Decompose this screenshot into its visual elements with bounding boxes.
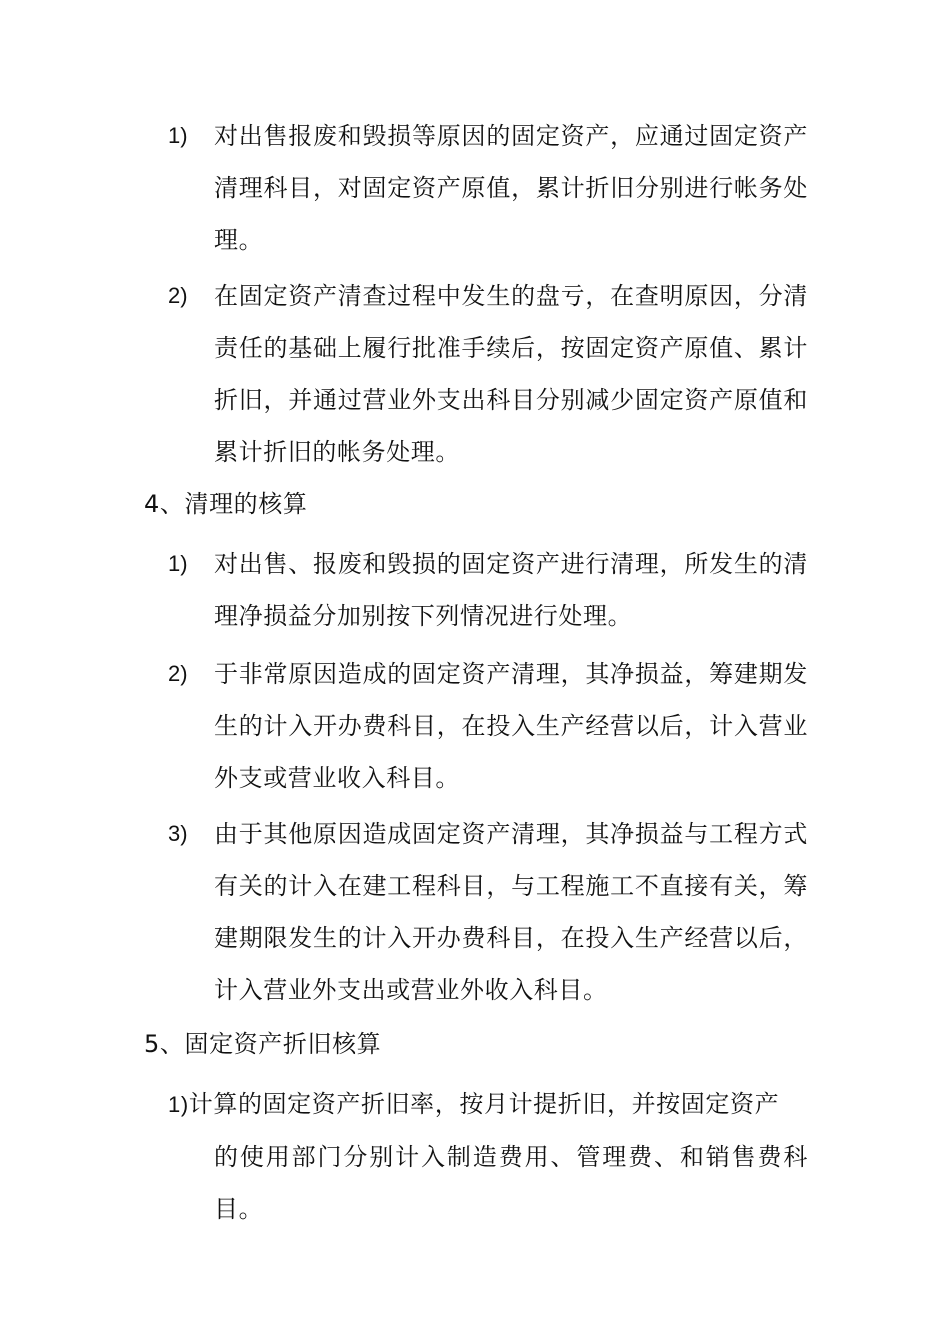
list-item	[168, 648, 808, 804]
list-item	[168, 270, 808, 478]
list-item	[168, 1078, 808, 1235]
list-text-first-line: 计算的固定资产折旧率，按月计提折旧，并按固定资产	[188, 1090, 780, 1118]
list-number: 2)	[168, 283, 188, 308]
list-item	[168, 110, 808, 266]
list-number: 2)	[168, 661, 188, 686]
list-text: 在固定资产清查过程中发生的盘亏，在查明原因，分清责任的基础上履行批准手续后，按固定资产原值、累计折旧，并通过营业外支出科目分别减少固定资产原值和累计折旧的帐务处理。	[214, 282, 808, 466]
section-heading: 5、固定资产折旧核算	[144, 1030, 382, 1058]
list-number: 1)	[168, 1092, 189, 1117]
list-text-continuation: 的使用部门分别计入制造费用、管理费、和销售费科目。	[214, 1143, 808, 1223]
list-text	[168, 1078, 808, 1235]
list-number: 3)	[168, 821, 188, 846]
list-item	[168, 538, 808, 642]
list-text: 对出售报废和毁损等原因的固定资产，应通过固定资产清理科目，对固定资产原值，累计折旧分别进行帐务处理。	[214, 122, 808, 254]
list-text: 由于其他原因造成固定资产清理，其净损益与工程方式有关的计入在建工程科目，与工程施工不直接有关，筹建期限发生的计入开办费科目，在投入生产经营以后，计入营业外支出或营业外收入科目。	[214, 820, 808, 1004]
list-text: 对出售、报废和毁损的固定资产进行清理，所发生的清理净损益分加别按下列情况进行处理。	[214, 550, 808, 630]
list-item	[168, 808, 808, 1016]
list-number: 1)	[168, 551, 188, 576]
list-text: 于非常原因造成的固定资产清理，其净损益，筹建期发生的计入开办费科目，在投入生产经营以后，计入营业外支或营业收入科目。	[214, 660, 808, 792]
list-number: 1)	[168, 123, 188, 148]
section-heading: 4、清理的核算	[144, 490, 308, 518]
